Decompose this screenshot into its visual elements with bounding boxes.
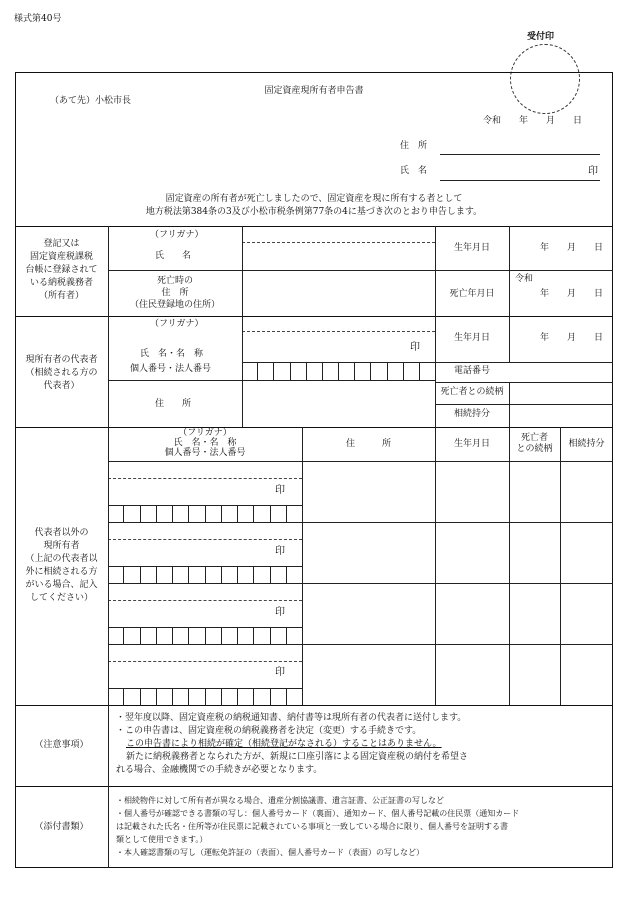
- rep-phone-label: 電話番号: [453, 366, 490, 376]
- rep-share-label: 相続持分: [453, 409, 490, 419]
- death-date-value[interactable]: 年 月 日: [540, 289, 604, 299]
- applicant-address-field[interactable]: [440, 154, 600, 155]
- attachments-line: は記載された氏名・住所等が住民票に記載されている事項と一致している場合に限り、個人番号を証明する書: [116, 822, 508, 831]
- addressee: （あて先）小松市長: [50, 96, 132, 106]
- divider: [509, 382, 510, 427]
- seal-mark: 印: [588, 166, 598, 177]
- attachments-line: ・個人番号が確認できる書類の写し：個人番号カード（裏面）、通知カード、個人番号記載の住民票（通知カード: [116, 809, 520, 818]
- attachments-line: 類として使用できます。）: [116, 835, 208, 844]
- death-date-label: 死亡年月日: [449, 289, 495, 299]
- death-era: 令和: [515, 274, 534, 284]
- seal-mark: 印: [275, 607, 285, 618]
- applicant-name-label: 氏 名: [400, 166, 428, 176]
- others-col-name: （フリガナ） 氏 名・名 称 個人番号・法人番号: [164, 428, 246, 458]
- deceased-header: 登記又は 固定資産税課税 台帳に登録されて いる納税義務者 （所有者）: [25, 239, 98, 301]
- divider: [15, 316, 613, 317]
- intro-line-2: 地方税法第384条の3及び小松市税条例第77条の4に基づき次のとおり申告します。: [145, 207, 483, 217]
- rep-id-label: 個人番号・法人番号: [130, 364, 212, 374]
- applicant-name-field[interactable]: [440, 180, 600, 181]
- notes-line: れる場合、金融機関での手続きが必要となります。: [116, 765, 323, 775]
- rep-address-label: 住 所: [155, 399, 192, 409]
- furigana-line: [108, 661, 302, 662]
- deceased-birth-value[interactable]: 年 月 日: [540, 243, 604, 253]
- rep-name-label: 氏 名・名 称: [140, 349, 204, 359]
- others-header: 代表者以外の 現所有者 （上記の代表者以 外に相続される方 がいる場合、記入 してください）: [25, 528, 98, 603]
- furigana-line: [108, 478, 302, 479]
- divider: [509, 226, 510, 362]
- furigana-line: [108, 539, 302, 540]
- notes-label: （注意事項）: [34, 740, 89, 750]
- divider: [15, 786, 613, 787]
- divider: [108, 270, 613, 271]
- notes-line-underlined: この申告書により相続が確定（相続登記がなされる）することはありません。: [126, 739, 442, 749]
- furigana-line: [242, 242, 435, 243]
- submission-date[interactable]: 令和 年 月 日: [483, 116, 583, 126]
- divider: [108, 380, 435, 381]
- divider: [242, 226, 243, 427]
- divider: [15, 226, 613, 227]
- representative-header: 現所有者の代表者 （相続される方の 代表者）: [25, 355, 98, 391]
- other-owner-id-boxes[interactable]: [108, 505, 302, 523]
- divider: [435, 362, 613, 363]
- others-col-address: 住 所: [345, 439, 391, 449]
- furigana-line: [242, 331, 435, 332]
- rep-birth-label: 生年月日: [453, 333, 490, 343]
- other-owner-id-boxes[interactable]: [108, 627, 302, 645]
- seal-mark: 印: [275, 546, 285, 557]
- others-col-share: 相続持分: [568, 439, 605, 449]
- deceased-birth-label: 生年月日: [453, 243, 490, 253]
- rep-birth-value[interactable]: 年 月 日: [540, 333, 604, 343]
- divider: [15, 427, 613, 428]
- notes-line: 新たに納税義務者となられた方が、新規に口座引落による固定資産税の納付を希望さ: [126, 752, 469, 762]
- seal-mark: 印: [275, 485, 285, 496]
- form-title: 固定資産現所有者申告書: [264, 86, 364, 96]
- deceased-name-label: 氏 名: [155, 251, 192, 261]
- deceased-address-label: 死亡時の 住 所 （住民登録地の住所）: [129, 276, 220, 310]
- rep-relation-label: 死亡者との続柄: [440, 387, 504, 397]
- intro-line-1: 固定資産の所有者が死亡しましたので、固定資産を現に所有する者として: [165, 194, 463, 204]
- divider: [302, 427, 303, 705]
- divider: [108, 461, 613, 462]
- others-col-relation: 死亡者 との続柄: [516, 433, 553, 454]
- applicant-address-label: 住 所: [400, 141, 428, 151]
- form-number: 様式第40号: [14, 14, 62, 24]
- notes-line: ・翌年度以降、固定資産税の納税通知書、納付書等は現所有者の代表者に送付します。: [116, 713, 467, 723]
- others-col-birth: 生年月日: [453, 439, 490, 449]
- attachments-line: ・本人確認書類の写し（運転免許証の（表面）、個人番号カード（表面）の写しなど）: [116, 848, 424, 857]
- deceased-furigana-label: （フリガナ）: [150, 230, 204, 240]
- other-owner-id-boxes[interactable]: [108, 688, 302, 706]
- divider: [108, 705, 109, 868]
- divider: [435, 382, 613, 383]
- notes-line: ・この申告書は、固定資産税の納税義務者を決定（変更）する手続きです。: [116, 726, 422, 736]
- divider: [560, 427, 561, 705]
- divider: [509, 427, 510, 705]
- furigana-line: [108, 600, 302, 601]
- seal-mark: 印: [410, 342, 420, 353]
- divider: [15, 705, 613, 706]
- attachments-line: ・相続物件に対して所有者が異なる場合、遺産分割協議書、遺言証書、公正証書の写しなど: [116, 796, 444, 805]
- seal-mark: 印: [275, 667, 285, 678]
- rep-furigana-label: （フリガナ）: [150, 319, 204, 329]
- attachments-label: （添付書類）: [34, 822, 89, 832]
- other-owner-id-boxes[interactable]: [108, 566, 302, 584]
- divider: [435, 404, 613, 405]
- rep-id-number-boxes[interactable]: [242, 362, 435, 380]
- stamp-label: 受付印: [527, 32, 555, 42]
